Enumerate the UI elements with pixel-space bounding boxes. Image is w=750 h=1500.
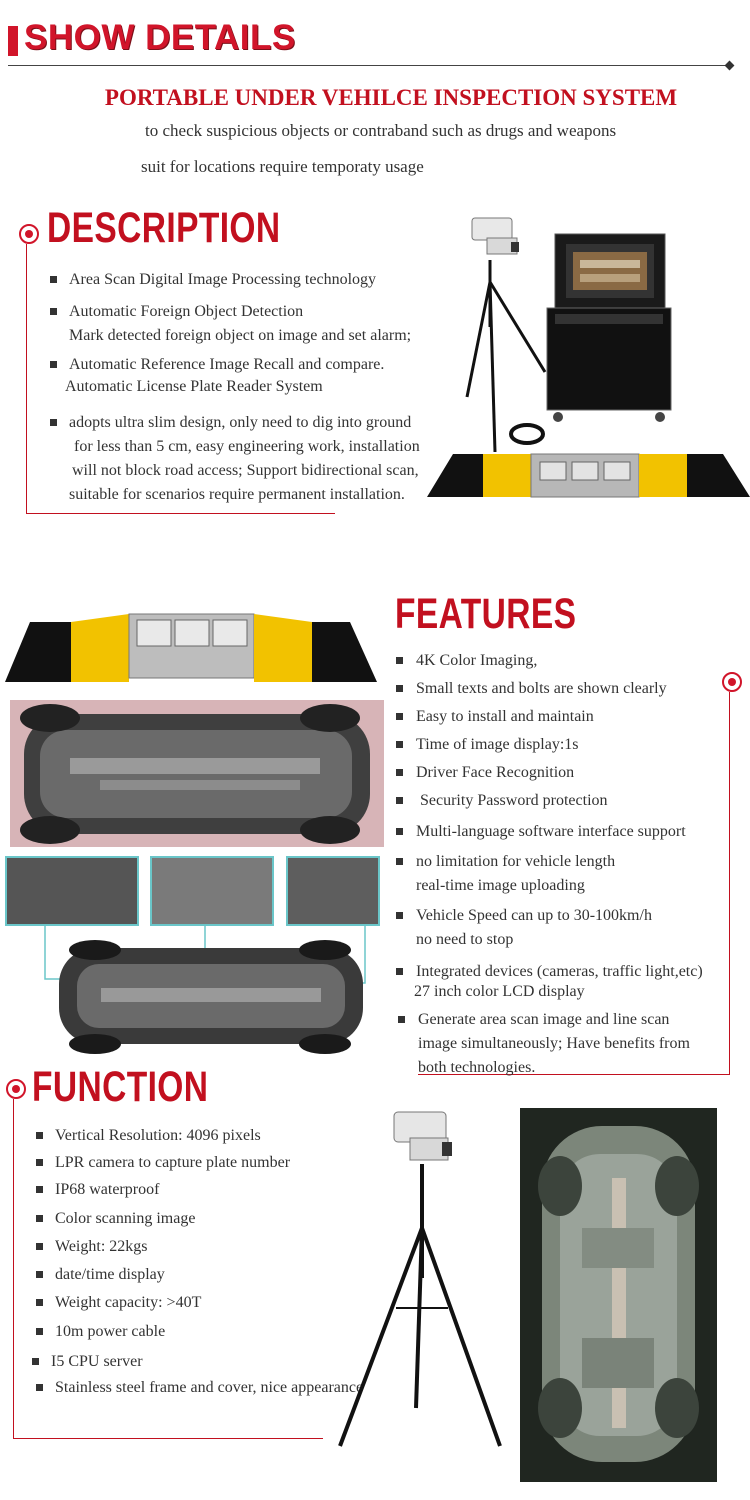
function-item: IP68 waterproof — [55, 1181, 160, 1198]
black-square-bullet-icon — [50, 276, 57, 283]
black-square-bullet-icon — [36, 1243, 43, 1250]
feature-item: Multi-language software interface support — [416, 823, 686, 840]
feature-item: Driver Face Recognition — [416, 764, 575, 781]
function-item: Vertical Resolution: 4096 pixels — [55, 1127, 261, 1144]
tripod-icon — [340, 1164, 500, 1446]
features-heading: FEATURES — [395, 590, 577, 638]
cable-icon — [511, 425, 543, 443]
black-square-bullet-icon — [50, 419, 57, 426]
description-item: adopts ultra slim design, only need to dig into ground — [69, 414, 412, 431]
function-item: I5 CPU server — [51, 1353, 143, 1370]
feature-item: no limitation for vehicle length — [416, 853, 616, 870]
red-ring-icon — [19, 224, 39, 244]
feature-item: Generate area scan image and line scan — [418, 1011, 670, 1028]
function-heading: FUNCTION — [32, 1063, 209, 1111]
function-frame-bottom — [13, 1438, 323, 1439]
black-square-bullet-icon — [32, 1358, 39, 1365]
black-square-bullet-icon — [36, 1215, 43, 1222]
black-square-bullet-icon — [396, 741, 403, 748]
diamond-icon — [725, 61, 735, 71]
black-square-bullet-icon — [396, 769, 403, 776]
feature-item-cont: image simultaneously; Have benefits from — [418, 1035, 690, 1052]
control-case-icon — [547, 234, 671, 422]
description-item-cont: Mark detected foreign object on image and set alarm; — [69, 327, 412, 344]
feature-item: Easy to install and maintain — [416, 708, 594, 725]
description-item: Automatic Reference Image Recall and compare. — [69, 356, 385, 373]
feature-item: Small texts and bolts are shown clearly — [416, 680, 667, 697]
intro-line-2: suit for locations require temporaty usage — [141, 157, 424, 176]
black-square-bullet-icon — [396, 685, 403, 692]
description-frame-left — [26, 244, 27, 514]
tripod-icon — [467, 260, 545, 452]
black-square-bullet-icon — [36, 1271, 43, 1278]
black-square-bullet-icon — [50, 361, 57, 368]
description-item: Automatic Foreign Object Detection — [69, 303, 304, 320]
detail-zoom-illustration — [5, 856, 381, 1056]
feature-item: 4K Color Imaging, — [416, 652, 538, 669]
features-frame-right — [729, 692, 730, 1075]
feature-item: Vehicle Speed can up to 30-100km/h — [416, 907, 652, 924]
black-square-bullet-icon — [396, 797, 403, 804]
feature-item-cont: real-time image uploading — [416, 877, 585, 894]
function-item: 10m power cable — [55, 1323, 166, 1340]
feature-item: Integrated devices (cameras, traffic light,etc) — [416, 963, 703, 980]
description-item: Area Scan Digital Image Processing technology — [69, 271, 377, 288]
header-accent-bar — [8, 26, 18, 56]
black-square-bullet-icon — [396, 657, 403, 664]
black-square-bullet-icon — [36, 1328, 43, 1335]
function-item: date/time display — [55, 1266, 165, 1283]
function-item: Color scanning image — [55, 1210, 196, 1227]
speed-bump-icon — [427, 454, 750, 497]
description-item-cont: Automatic License Plate Reader System — [65, 378, 323, 395]
header-divider — [8, 65, 730, 66]
black-square-bullet-icon — [396, 968, 403, 975]
full-vehicle-scan-image — [520, 1108, 717, 1482]
black-square-bullet-icon — [36, 1186, 43, 1193]
product-title: PORTABLE UNDER VEHILCE INSPECTION SYSTEM — [104, 85, 678, 110]
black-square-bullet-icon — [50, 308, 57, 315]
feature-item-cont: both technologies. — [418, 1059, 536, 1076]
black-square-bullet-icon — [36, 1132, 43, 1139]
description-item-cont: suitable for scenarios require permanent installation. — [69, 486, 405, 503]
function-item: Weight capacity: >40T — [55, 1294, 202, 1311]
function-item: Weight: 22kgs — [55, 1238, 148, 1255]
feature-item: Time of image display:1s — [416, 736, 579, 753]
speed-bump-photo — [5, 610, 377, 685]
camera-icon — [472, 218, 519, 254]
function-item: LPR camera to capture plate number — [55, 1154, 291, 1171]
feature-item-cont: no need to stop — [416, 931, 514, 948]
black-square-bullet-icon — [396, 858, 403, 865]
black-square-bullet-icon — [396, 912, 403, 919]
tripod-camera-illustration — [330, 1108, 510, 1460]
black-square-bullet-icon — [398, 1016, 405, 1023]
function-frame-left — [13, 1099, 14, 1439]
description-item-cont: for less than 5 cm, easy engineering work, installation — [74, 438, 420, 455]
description-item-cont: will not block road access; Support bidirectional scan, — [72, 462, 419, 479]
page-title: SHOW DETAILS — [24, 18, 296, 57]
black-square-bullet-icon — [36, 1299, 43, 1306]
red-ring-icon — [6, 1079, 26, 1099]
black-square-bullet-icon — [36, 1384, 43, 1391]
black-square-bullet-icon — [36, 1159, 43, 1166]
function-item: Stainless steel frame and cover, nice appearance — [55, 1379, 364, 1396]
black-square-bullet-icon — [396, 713, 403, 720]
intro-line-1: to check suspicious objects or contraband such as drugs and weapons — [145, 121, 617, 140]
feature-item-cont: 27 inch color LCD display — [414, 983, 585, 1000]
camera-icon — [394, 1112, 452, 1160]
inspection-system-illustration — [425, 212, 750, 502]
description-frame-bottom — [26, 513, 335, 514]
under-vehicle-scan-image — [10, 700, 384, 847]
black-square-bullet-icon — [396, 828, 403, 835]
feature-item: Security Password protection — [416, 792, 608, 809]
description-heading: DESCRIPTION — [47, 204, 281, 252]
red-ring-icon — [722, 672, 742, 692]
